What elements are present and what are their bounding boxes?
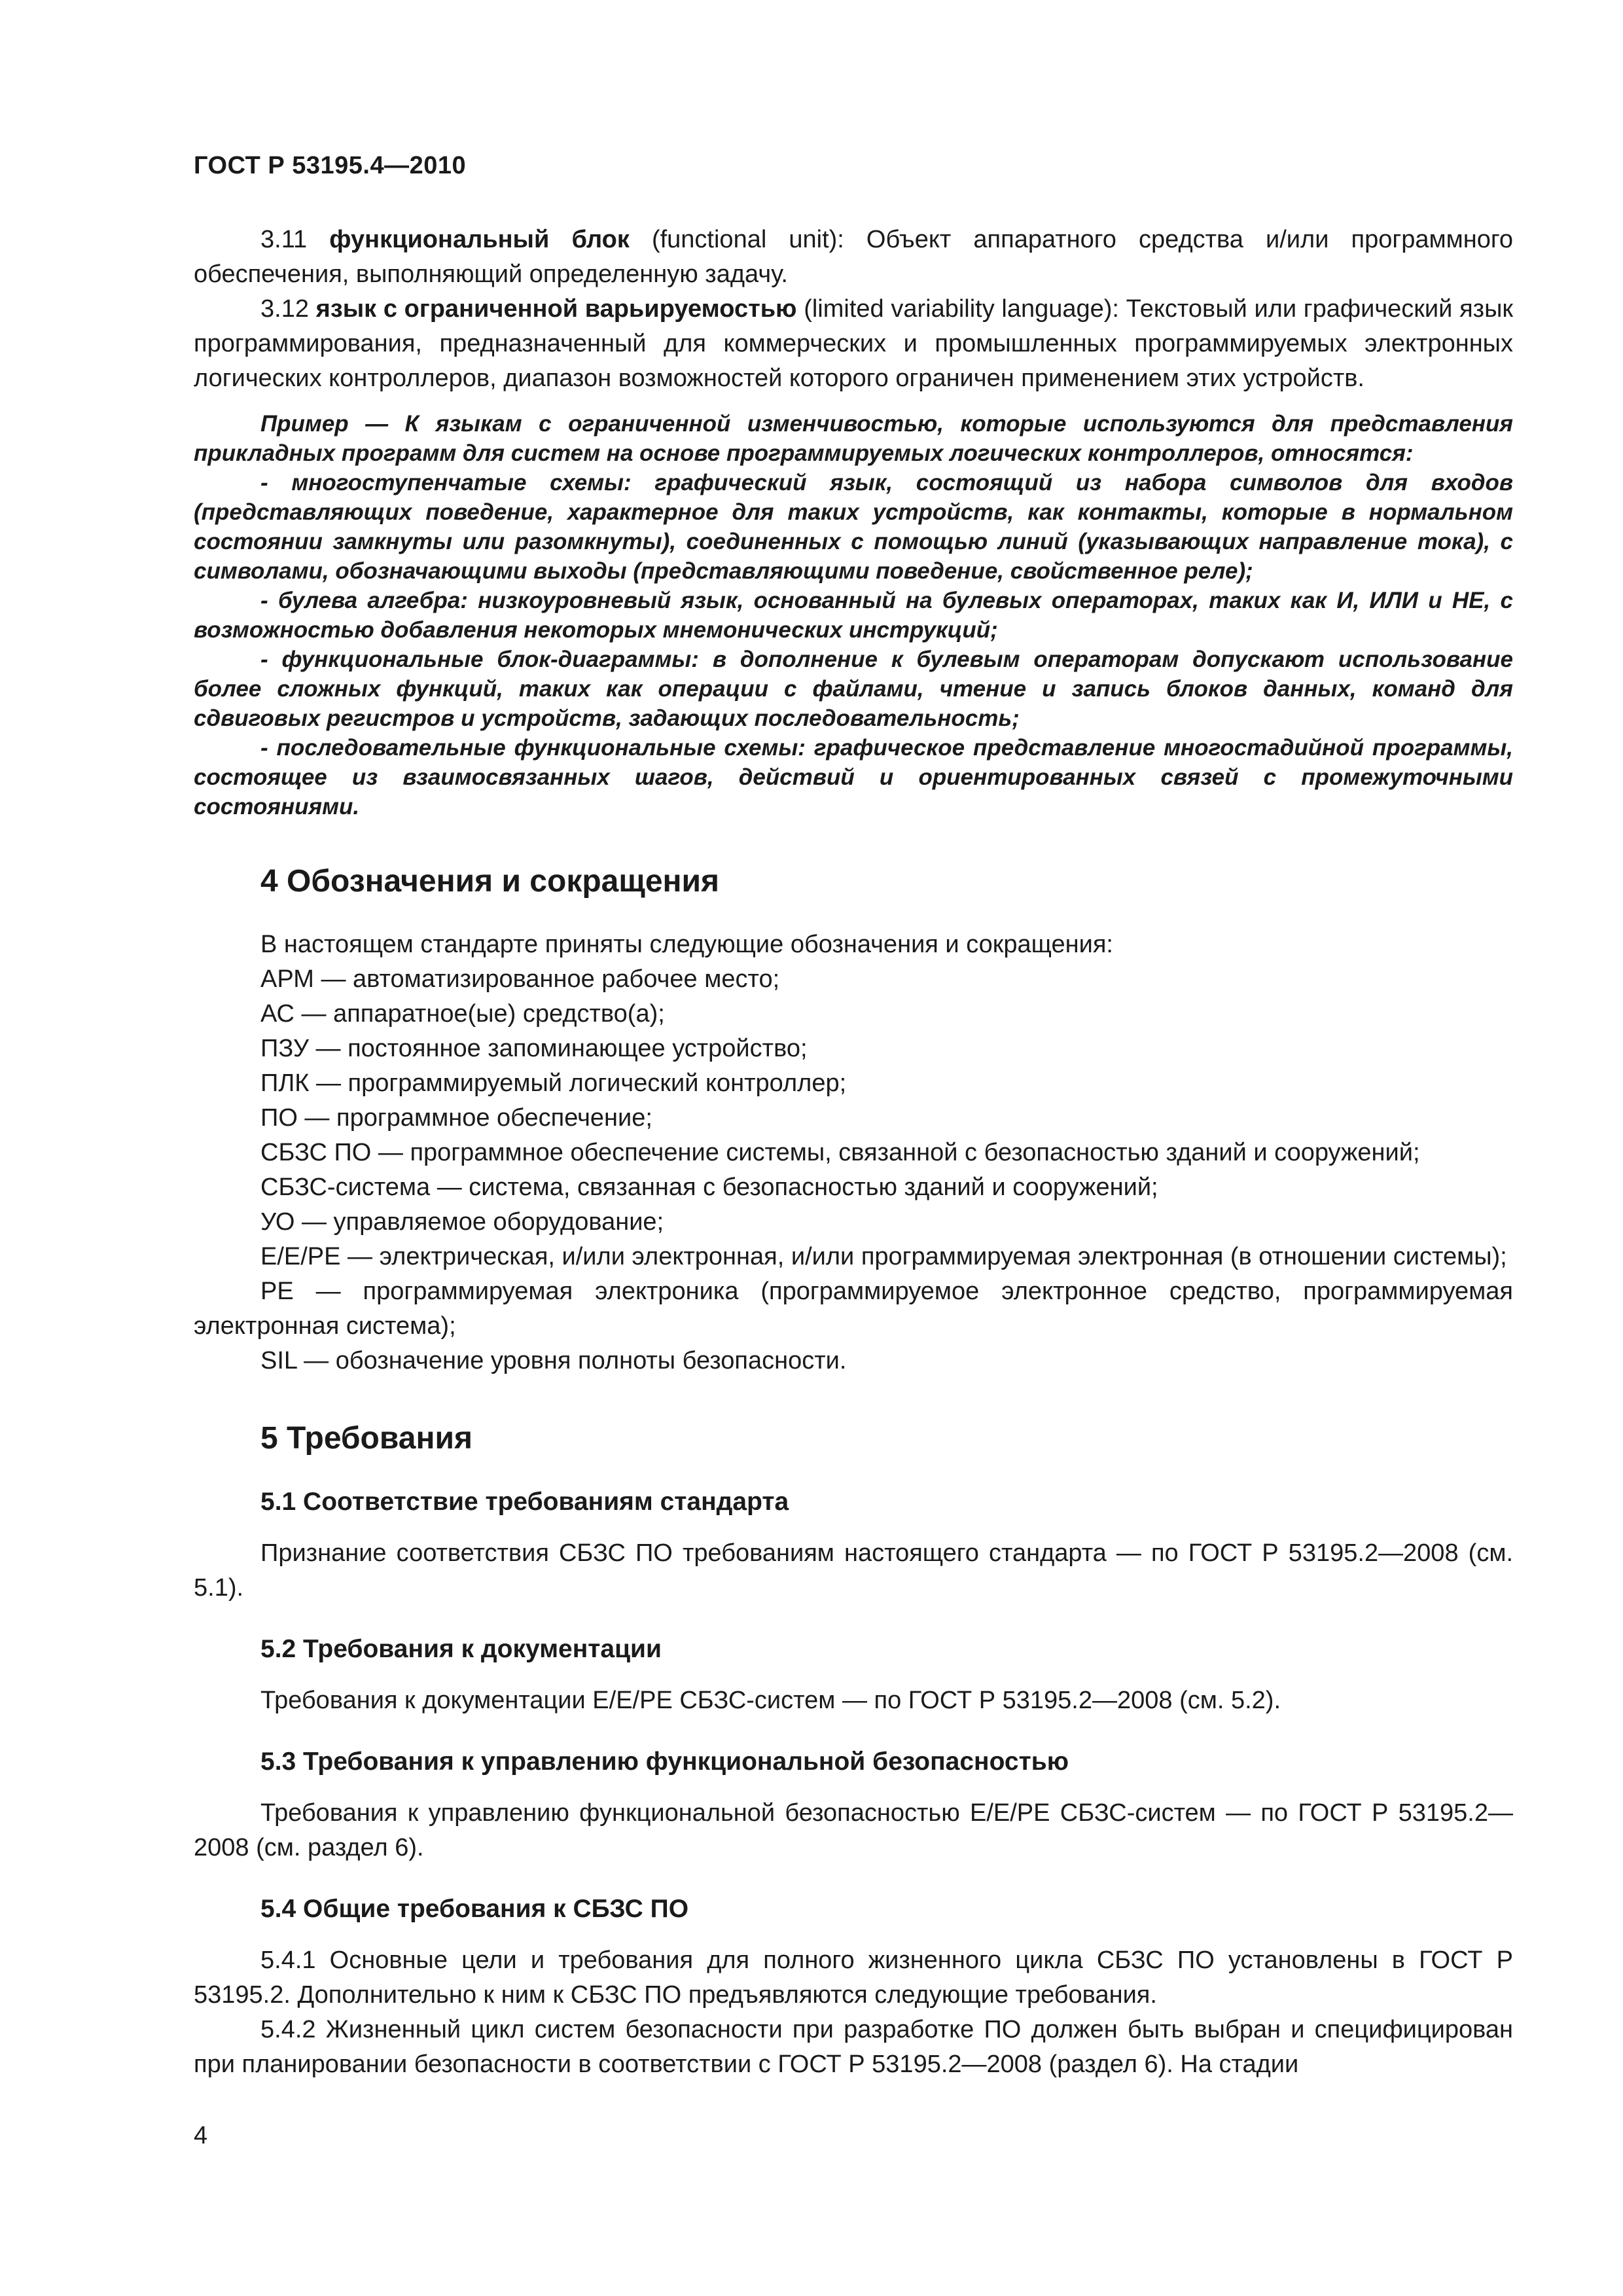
section-5-title: 5 Требования [260,1421,473,1456]
subsection-5-3-text: Требования к управлению функциональной безопасностью Е/Е/РЕ СБЗС-систем — по ГОСТ Р 53195.2—2008 (см. раздел 6). [194,1799,1513,1861]
abbreviation-item: РЕ — программируемая электроника (программируемое электронное средство, программируемая электронная система); [194,1278,1513,1340]
document-body [194,223,1513,2082]
section-4-title: 4 Обозначения и сокращения [260,864,720,899]
definition-term: функциональный блок [329,226,630,253]
example-item: - многоступенчатые схемы: графический язык, состоящий из набора символов для входов (представляющих поведение, характерное для таких устройств, как контакты, которые в нормальном состоянии замкнуты или разомкнуты), соединенных с помощью линий (указывающих направление тока), с символами, обозначающими выходы (представляющими поведение, свойственное реле); [194,470,1513,584]
abbreviation-item: Е/Е/РЕ — электрическая, и/или электронная, и/или программируемая электронная (в отношении системы); [260,1243,1507,1270]
page-number: 4 [194,2122,208,2149]
abbreviation-item: АС — аппаратное(ые) средство(а); [260,1000,665,1028]
definition-term: язык с ограниченной варьируемостью [315,295,797,323]
abbreviation-item: СБЗС-система — система, связанная с безопасностью зданий и сооружений; [260,1174,1158,1201]
abbreviation-item: АРМ — автоматизированное рабочее место; [260,965,780,993]
subsection-5-3-title: 5.3 Требования к управлению функциональной безопасностью [260,1748,1069,1776]
definition-3-12 [194,292,1513,396]
example-item: - функциональные блок-диаграммы: в дополнение к булевым операторам допускают использование более сложных функций, таких как операции с файлами, чтение и запись блоков данных, команд для сдвиговых регистров и устройств, задающих последовательность; [194,647,1513,731]
document-header: ГОСТ Р 53195.4—2010 [194,152,467,179]
example-note [194,409,1513,821]
abbreviation-item: УО — управляемое оборудование; [260,1208,664,1236]
definition-number: 3.12 [260,295,309,323]
example-item: - булева алгебра: низкоуровневый язык, основанный на булевых операторах, таких как И, ИЛИ и НЕ, с возможностью добавления некоторых мнемонических инструкций; [194,588,1513,643]
abbreviation-item: ПЛК — программируемый логический контроллер; [260,1069,847,1097]
definition-3-11 [194,223,1513,292]
definition-text: (functional unit): Объект аппаратного средства и/или программного обеспечения, выполняющий определенную задачу. [194,226,1514,288]
subsection-5-1-title: 5.1 Соответствие требованиям стандарта [260,1488,789,1516]
definition-number: 3.11 [260,226,308,253]
abbreviation-item: ПО — программное обеспечение; [260,1104,652,1132]
example-item: - последовательные функциональные схемы: графическое представление многостадийной программы, состоящее из взаимосвязанных шагов, действий и ориентированных связей с промежуточными состояниями. [194,735,1513,819]
abbreviation-item: СБЗС ПО — программное обеспечение системы, связанной с безопасностью зданий и сооружений; [260,1139,1420,1166]
definition-text: (limited variability language): Текстовый или графический язык программирования, предназначенный для коммерческих и промышленных программируемых электронных логических контроллеров, диапазон возможностей которого ограничен применением этих устройств. [194,295,1514,392]
subsection-5-4-2-text: 5.4.2 Жизненный цикл систем безопасности при разработке ПО должен быть выбран и специфицирован при планировании безопасности в соответствии с ГОСТ Р 53195.2—2008 (раздел 6). На стадии [194,2016,1513,2078]
example-intro: Пример — К языкам с ограниченной изменчивостью, которые используются для представления прикладных программ для систем на основе программируемых логических контроллеров, относятся: [194,411,1513,466]
subsection-5-2-title: 5.2 Требования к документации [260,1635,662,1663]
subsection-5-2-text: Требования к документации Е/Е/РЕ СБЗС-систем — по ГОСТ Р 53195.2—2008 (см. 5.2). [260,1687,1281,1714]
subsection-5-1-text: Признание соответствия СБЗС ПО требованиям настоящего стандарта — по ГОСТ Р 53195.2—2008 (см. 5.1). [194,1539,1513,1602]
abbreviation-item: SIL — обозначение уровня полноты безопасности. [260,1347,847,1374]
subsection-5-4-1-text: 5.4.1 Основные цели и требования для полного жизненного цикла СБЗС ПО установлены в ГОСТ Р 53195.2. Дополнительно к ним к СБЗС ПО предъявляются следующие требования. [194,1946,1513,2009]
abbreviation-item: ПЗУ — постоянное запоминающее устройство; [260,1035,808,1062]
section-4-intro: В настоящем стандарте приняты следующие обозначения и сокращения: [260,931,1113,958]
subsection-5-4-title: 5.4 Общие требования к СБЗС ПО [260,1895,689,1923]
